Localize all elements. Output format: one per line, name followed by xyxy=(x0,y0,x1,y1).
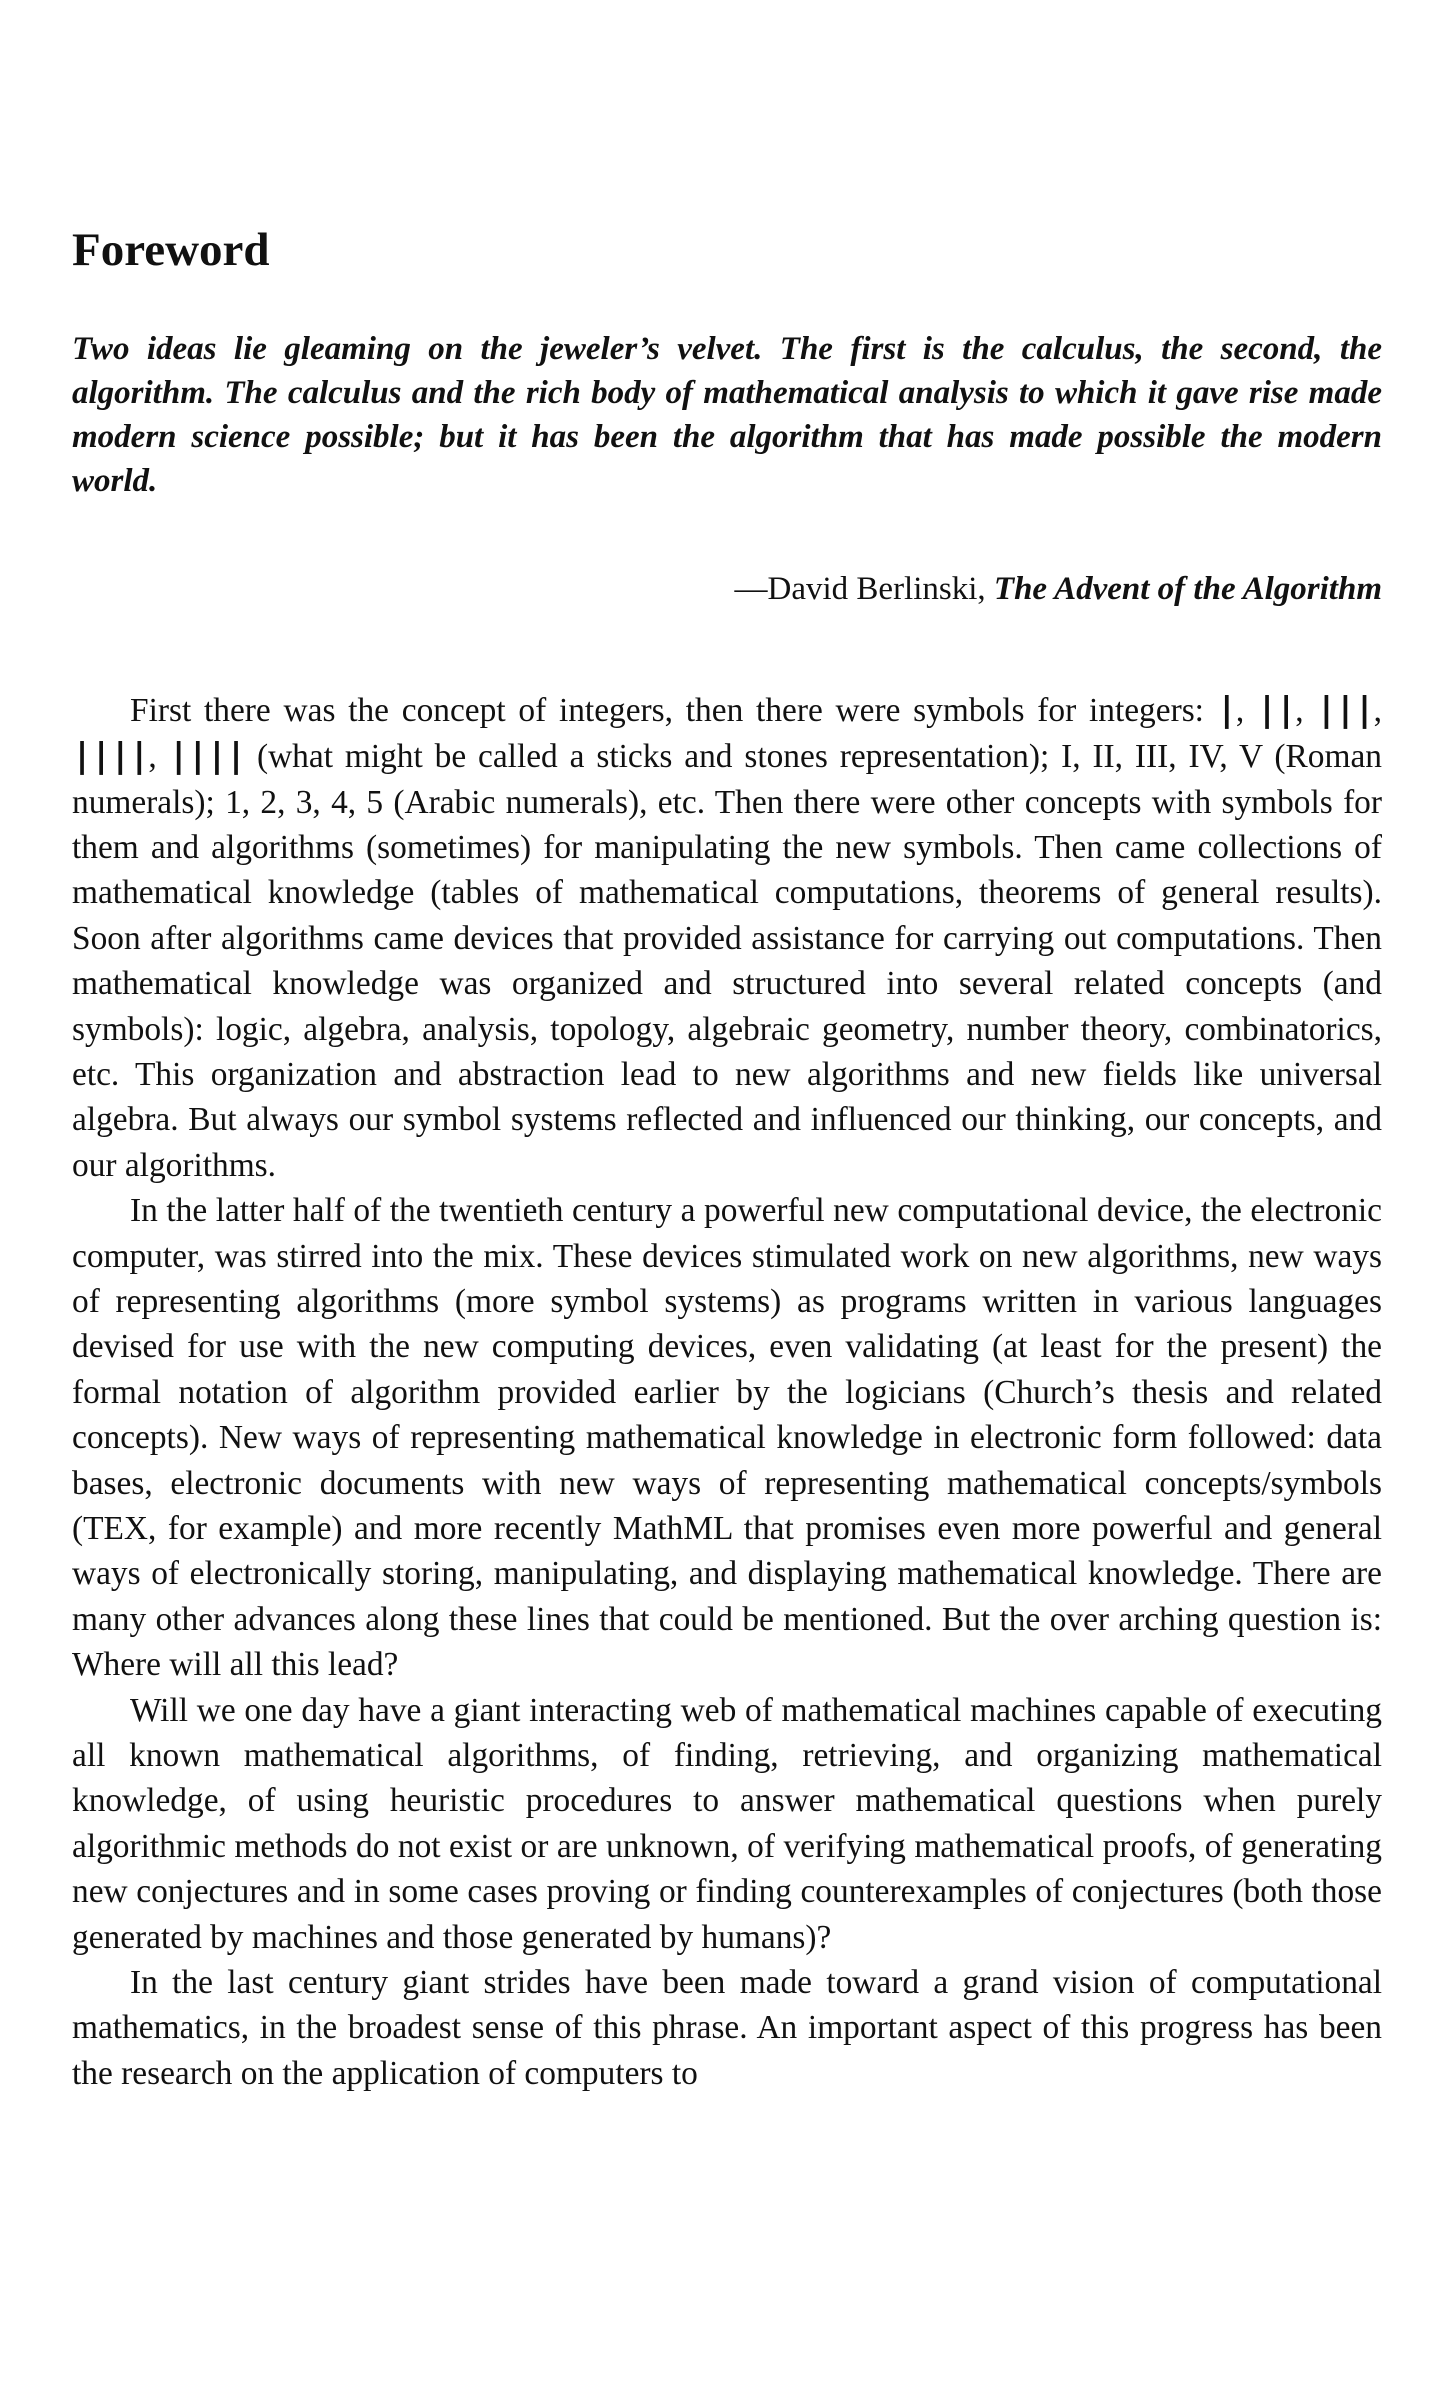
page-title: Foreword xyxy=(72,224,270,276)
tally-separator: , xyxy=(148,738,169,776)
tally-four: |||| xyxy=(72,736,149,776)
page-content xyxy=(72,225,1382,2096)
tally-separator: , xyxy=(1295,691,1317,729)
epigraph-attribution xyxy=(72,567,1382,611)
epigraph-quote: Two ideas lie gleaming on the jeweler’s velvet. The first is the calculus, the second, the algorithm. The calculus and the rich body of mathematical analysis to which it gave rise made modern science possible; but it has been the algorithm that has made possible the modern world. xyxy=(72,330,1382,499)
paragraph-1-intro: First there was the concept of integers, then there were symbols for integers: xyxy=(130,691,1217,729)
tally-two: || xyxy=(1256,689,1296,729)
tally-separator: , xyxy=(1235,691,1257,729)
attribution-book-title: The Advent of the Algorithm xyxy=(993,570,1382,607)
paragraph-4: In the last century giant strides have been made toward a grand vision of computational mathematics, in the broadest sense of this phrase. An important aspect of this progress has been the research on the application of computers to xyxy=(72,1964,1382,2092)
paragraph-1-rest: (what might be called a sticks and stones representation); I, II, III, IV, V (Roman numerals); 1, 2, 3, 4, 5 (Arabic numerals), etc. Then there were other concepts with symbols for them and algorithms (sometimes) for manipulating the new symbols. Then came collections of mathematical knowledge (tables of mathematical computations, theorems of general results). Soon after algorithms came devices that provided assistance for carrying out computations. Then mathematical knowledge was organized and structured into several related concepts (and symbols): logic, algebra, analysis, topology, algebraic geometry, number theory, combinatorics, etc. This organization and abstraction lead to new algorithms and new fields like universal algebra. But always our symbol systems reflected and influenced our thinking, our concepts, and our algorithms. xyxy=(72,738,1382,1184)
tally-five: |||| xyxy=(168,736,246,776)
attribution-author: —David Berlinski, xyxy=(734,570,994,607)
body-text xyxy=(72,687,1382,2097)
tally-separator: , xyxy=(1373,691,1382,729)
paragraph-2: In the latter half of the twentieth century a powerful new computational device, the electronic computer, was stirred into the mix. These devices stimulated work on new algorithms, new ways of representing algorithms (more symbol systems) as programs written in various languages devised for use with the new computing devices, even validating (at least for the present) the formal notation of algorithm provided earlier by the logicians (Church’s thesis and related concepts). New ways of representing mathematical knowledge in electronic form followed: data bases, electronic documents with new ways of representing mathematical concepts/symbols (TEX, for example) and more recently MathML that promises even more powerful and general ways of electronically storing, manipulating, and displaying mathematical knowledge. There are many other advances along these lines that could be mentioned. But the over arching question is: Where will all this lead? xyxy=(72,1192,1382,1684)
tally-one: | xyxy=(1216,689,1236,729)
paragraph-1 xyxy=(72,687,1382,1188)
tally-three: ||| xyxy=(1316,689,1374,729)
paragraph-3: Will we one day have a giant interacting web of mathematical machines capable of executing all known mathematical algorithms, of finding, retrieving, and organizing mathematical knowledge, of using heuristic procedures to answer mathematical questions when purely algorithmic methods do not exist or are unknown, of verifying mathematical proofs, of generating new conjectures and in some cases proving or finding counterexamples of conjectures (both those generated by machines and those generated by humans)? xyxy=(72,1691,1382,1956)
